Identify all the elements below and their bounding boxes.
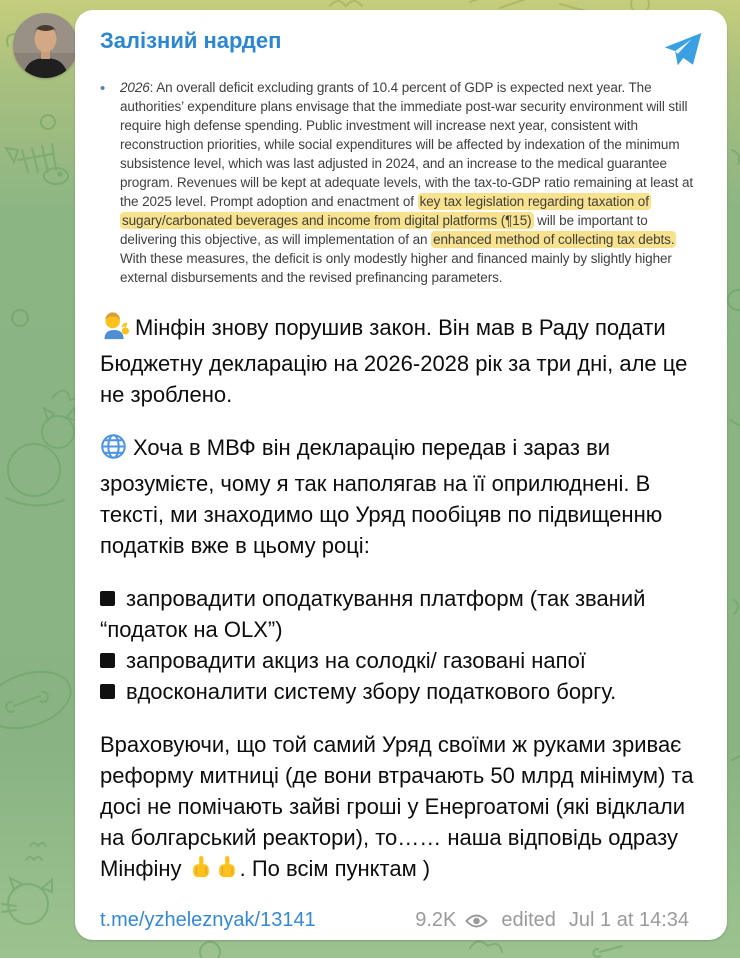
- edited-label: edited: [501, 909, 556, 931]
- views-eye-icon: [465, 913, 488, 929]
- paragraph-4-text-end: . По всім пунктам ): [239, 856, 431, 881]
- quoted-document: [100, 78, 705, 287]
- paragraph-2-text: Хоча в МВФ він декларацію передав і зараз ви зрозумієте, чому я так наполягав на її оприлюднені. В тексті, ми знаходимо що Уряд пообіцяв по підвищенню податків вже в цьому році:: [100, 435, 663, 558]
- bullet-3-text: вдосконалити систему збору податкового боргу.: [126, 679, 617, 704]
- globe-icon: [100, 433, 127, 468]
- telegram-plane-icon[interactable]: [663, 32, 703, 73]
- message-footer: [100, 909, 705, 932]
- list-item: [100, 676, 705, 707]
- timestamp: Jul 1 at 14:34: [568, 909, 689, 931]
- man-shrugging-icon: [100, 311, 129, 348]
- quote-text: [120, 78, 705, 287]
- bullet-dot: •: [100, 80, 106, 97]
- paragraph-4-text: Враховуючи, що той самий Уряд своїми ж руками зриває реформу митниці (де вони втрачають 50 млрд мінімум) та досі не помічають зайві гроші у Енергоатомі (які відклали на болгарський реактори), то…… наша відповідь одразу Мінфіну: [100, 732, 694, 881]
- highlighted-text: key tax legislation regarding taxation of sugary/carbonated beverages and income from digital platforms (¶15): [122, 194, 649, 228]
- avatar-photo: [13, 13, 78, 78]
- quote-segment: : An overall deficit excluding grants of 10.4 percent of GDP is expected next year. The authorities’ expenditure plans envisage that the immediate post-war security environment will still require high defense spending. Public investment will increase next year, consistent with reconstruction priorities, while social expenditures will be affected by indexation of the minimum subsistence level, which was last adjusted in 2024, and an increase to the medical guarantee program. Revenues will be kept at adequate levels, with the tax-to-GDP ratio remaining at least at the 2025 level. Prompt adoption and enactment of: [120, 80, 694, 209]
- post-link[interactable]: t.me/yzheleznyak/13141: [100, 909, 316, 931]
- message-body: [100, 311, 705, 887]
- bullet-list: [100, 583, 705, 707]
- paragraph-2: [100, 432, 705, 561]
- list-item: [100, 583, 705, 645]
- message-bubble: [75, 10, 727, 940]
- highlighted-text: enhanced method of collecting tax debts.: [433, 232, 675, 247]
- quote-segment: will be important to delivering this objective, as will implementation of an: [120, 213, 648, 247]
- middle-finger-icon: [190, 855, 212, 887]
- list-item: [100, 645, 705, 676]
- view-count: 9.2K: [415, 909, 457, 931]
- channel-name[interactable]: Залізний нардеп: [100, 28, 282, 53]
- quote-segment: With these measures, the deficit is only modestly higher and financed mainly by slightly higher external disbursements and the revised prefinancing parameters.: [120, 251, 672, 285]
- black-square-icon: [100, 591, 115, 606]
- avatar[interactable]: [13, 13, 78, 78]
- paragraph-1-text: Мінфін знову порушив закон. Він мав в Раду подати Бюджетну декларацію на 2026-2028 рік за три дні, але це не зроблено.: [100, 315, 688, 407]
- message-meta: [415, 909, 689, 932]
- paragraph-4: [100, 729, 705, 887]
- black-square-icon: [100, 684, 115, 699]
- middle-finger-icon: [216, 855, 238, 887]
- bullet-1-text: запровадити оподаткування платформ (так званий “податок на OLX”): [100, 586, 646, 642]
- quote-segment: 2026: [120, 80, 150, 95]
- black-square-icon: [100, 653, 115, 668]
- bullet-2-text: запровадити акциз на солодкі/ газовані напої: [126, 648, 586, 673]
- message-header: [100, 26, 705, 66]
- paragraph-1: [100, 311, 705, 410]
